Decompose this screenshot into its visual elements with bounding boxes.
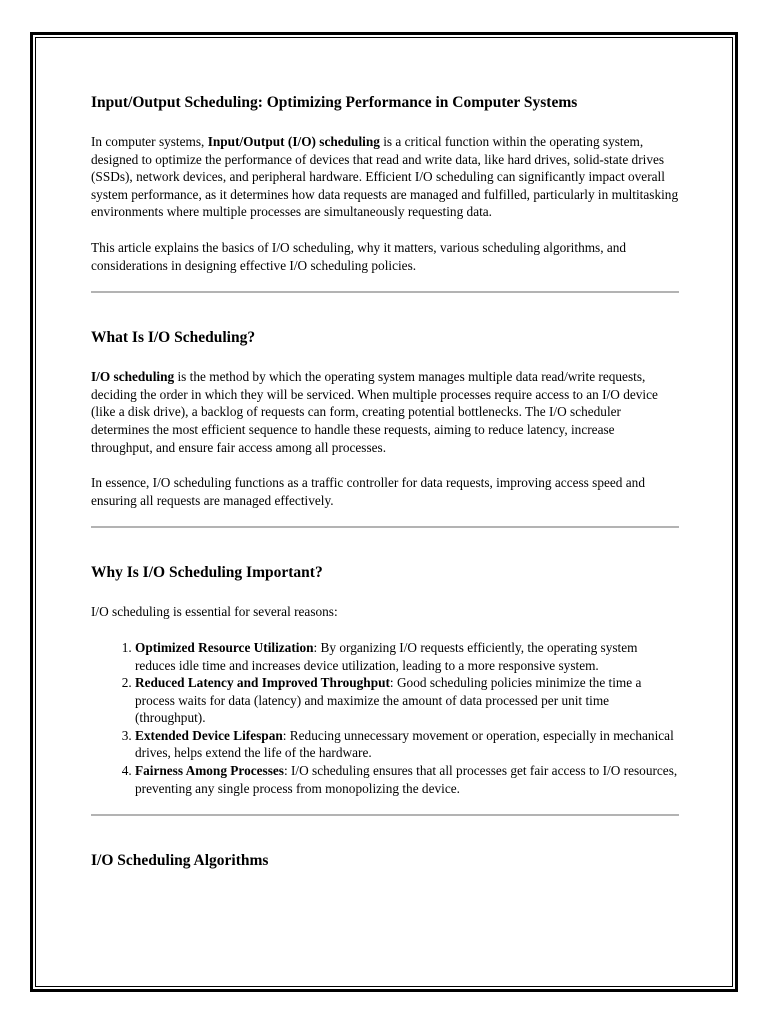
what-paragraph-1 [91, 368, 679, 456]
section-divider-1 [91, 291, 679, 293]
intro-text-after: is a critical function within the operating system, designed to optimize the performance of devices that read and write data, like hard drives, solid-state drives (SSDs), network devices, and peripheral hardware. Efficient I/O scheduling can significantly impact overall system performance, as it determines how data requests are managed and fulfilled, particularly in multitasking environments where multiple processes are simultaneously requesting data. [91, 134, 679, 220]
what-paragraph-2: In essence, I/O scheduling functions as a traffic controller for data requests, improving access speed and ensuring all requests are managed effectively. [91, 475, 645, 508]
list-item [135, 639, 679, 674]
document-body [91, 92, 679, 872]
intro-bold-term: Input/Output (I/O) scheduling [207, 134, 380, 149]
list-item-text: : Reducing unnecessary movement or operation, especially in mechanical drives, helps extend the life of the hardware. [135, 727, 674, 761]
intro-paragraph-2: This article explains the basics of I/O scheduling, why it matters, various scheduling algorithms, and considerations in designing effective I/O scheduling policies. [91, 239, 627, 273]
section-heading-what: What Is I/O Scheduling? [91, 329, 256, 347]
list-item-text: : By organizing I/O requests efficiently, the operating system reduces idle time and increases device utilization, leading to a more responsive system. [135, 639, 638, 673]
what-text-after: is the method by which the operating system manages multiple data read/write requests, deciding the order in which they will be serviced. When multiple processes require access to an I/O device (like a disk drive), a backlog of requests can form, creating potential bottlenecks. The I/O scheduler determines the most efficient sequence to handle these requests, aiming to reduce latency, increase throughput, and ensure fair access among all processes. [91, 369, 658, 455]
list-item-title: Optimized Resource Utilization [135, 639, 314, 655]
list-item-title: Fairness Among Processes [135, 763, 284, 779]
list-item [135, 762, 679, 797]
section-heading-why: Why Is I/O Scheduling Important? [91, 564, 323, 582]
list-item-text: : I/O scheduling ensures that all processes get fair access to I/O resources, preventing any single process from monopolizing the device. [135, 763, 678, 796]
intro-paragraph-1 [91, 133, 679, 221]
list-item [135, 727, 679, 762]
list-item-text: : Good scheduling policies minimize the time a process waits for data (latency) and maximize the amount of data processed per unit time (throughput). [135, 675, 642, 726]
what-bold-term: I/O scheduling [91, 369, 175, 385]
section-heading-algorithms: I/O Scheduling Algorithms [91, 852, 269, 870]
intro-text-before: In computer systems, [91, 134, 208, 149]
list-item [135, 674, 679, 727]
section-divider-2 [91, 526, 679, 528]
list-item-title: Reduced Latency and Improved Throughput [135, 675, 390, 691]
reasons-list [91, 639, 679, 797]
document-title: Input/Output Scheduling: Optimizing Performance in Computer Systems [91, 94, 578, 111]
list-item-title: Extended Device Lifespan [135, 727, 283, 743]
section-divider-3 [91, 814, 679, 816]
why-intro: I/O scheduling is essential for several reasons: [91, 604, 338, 620]
